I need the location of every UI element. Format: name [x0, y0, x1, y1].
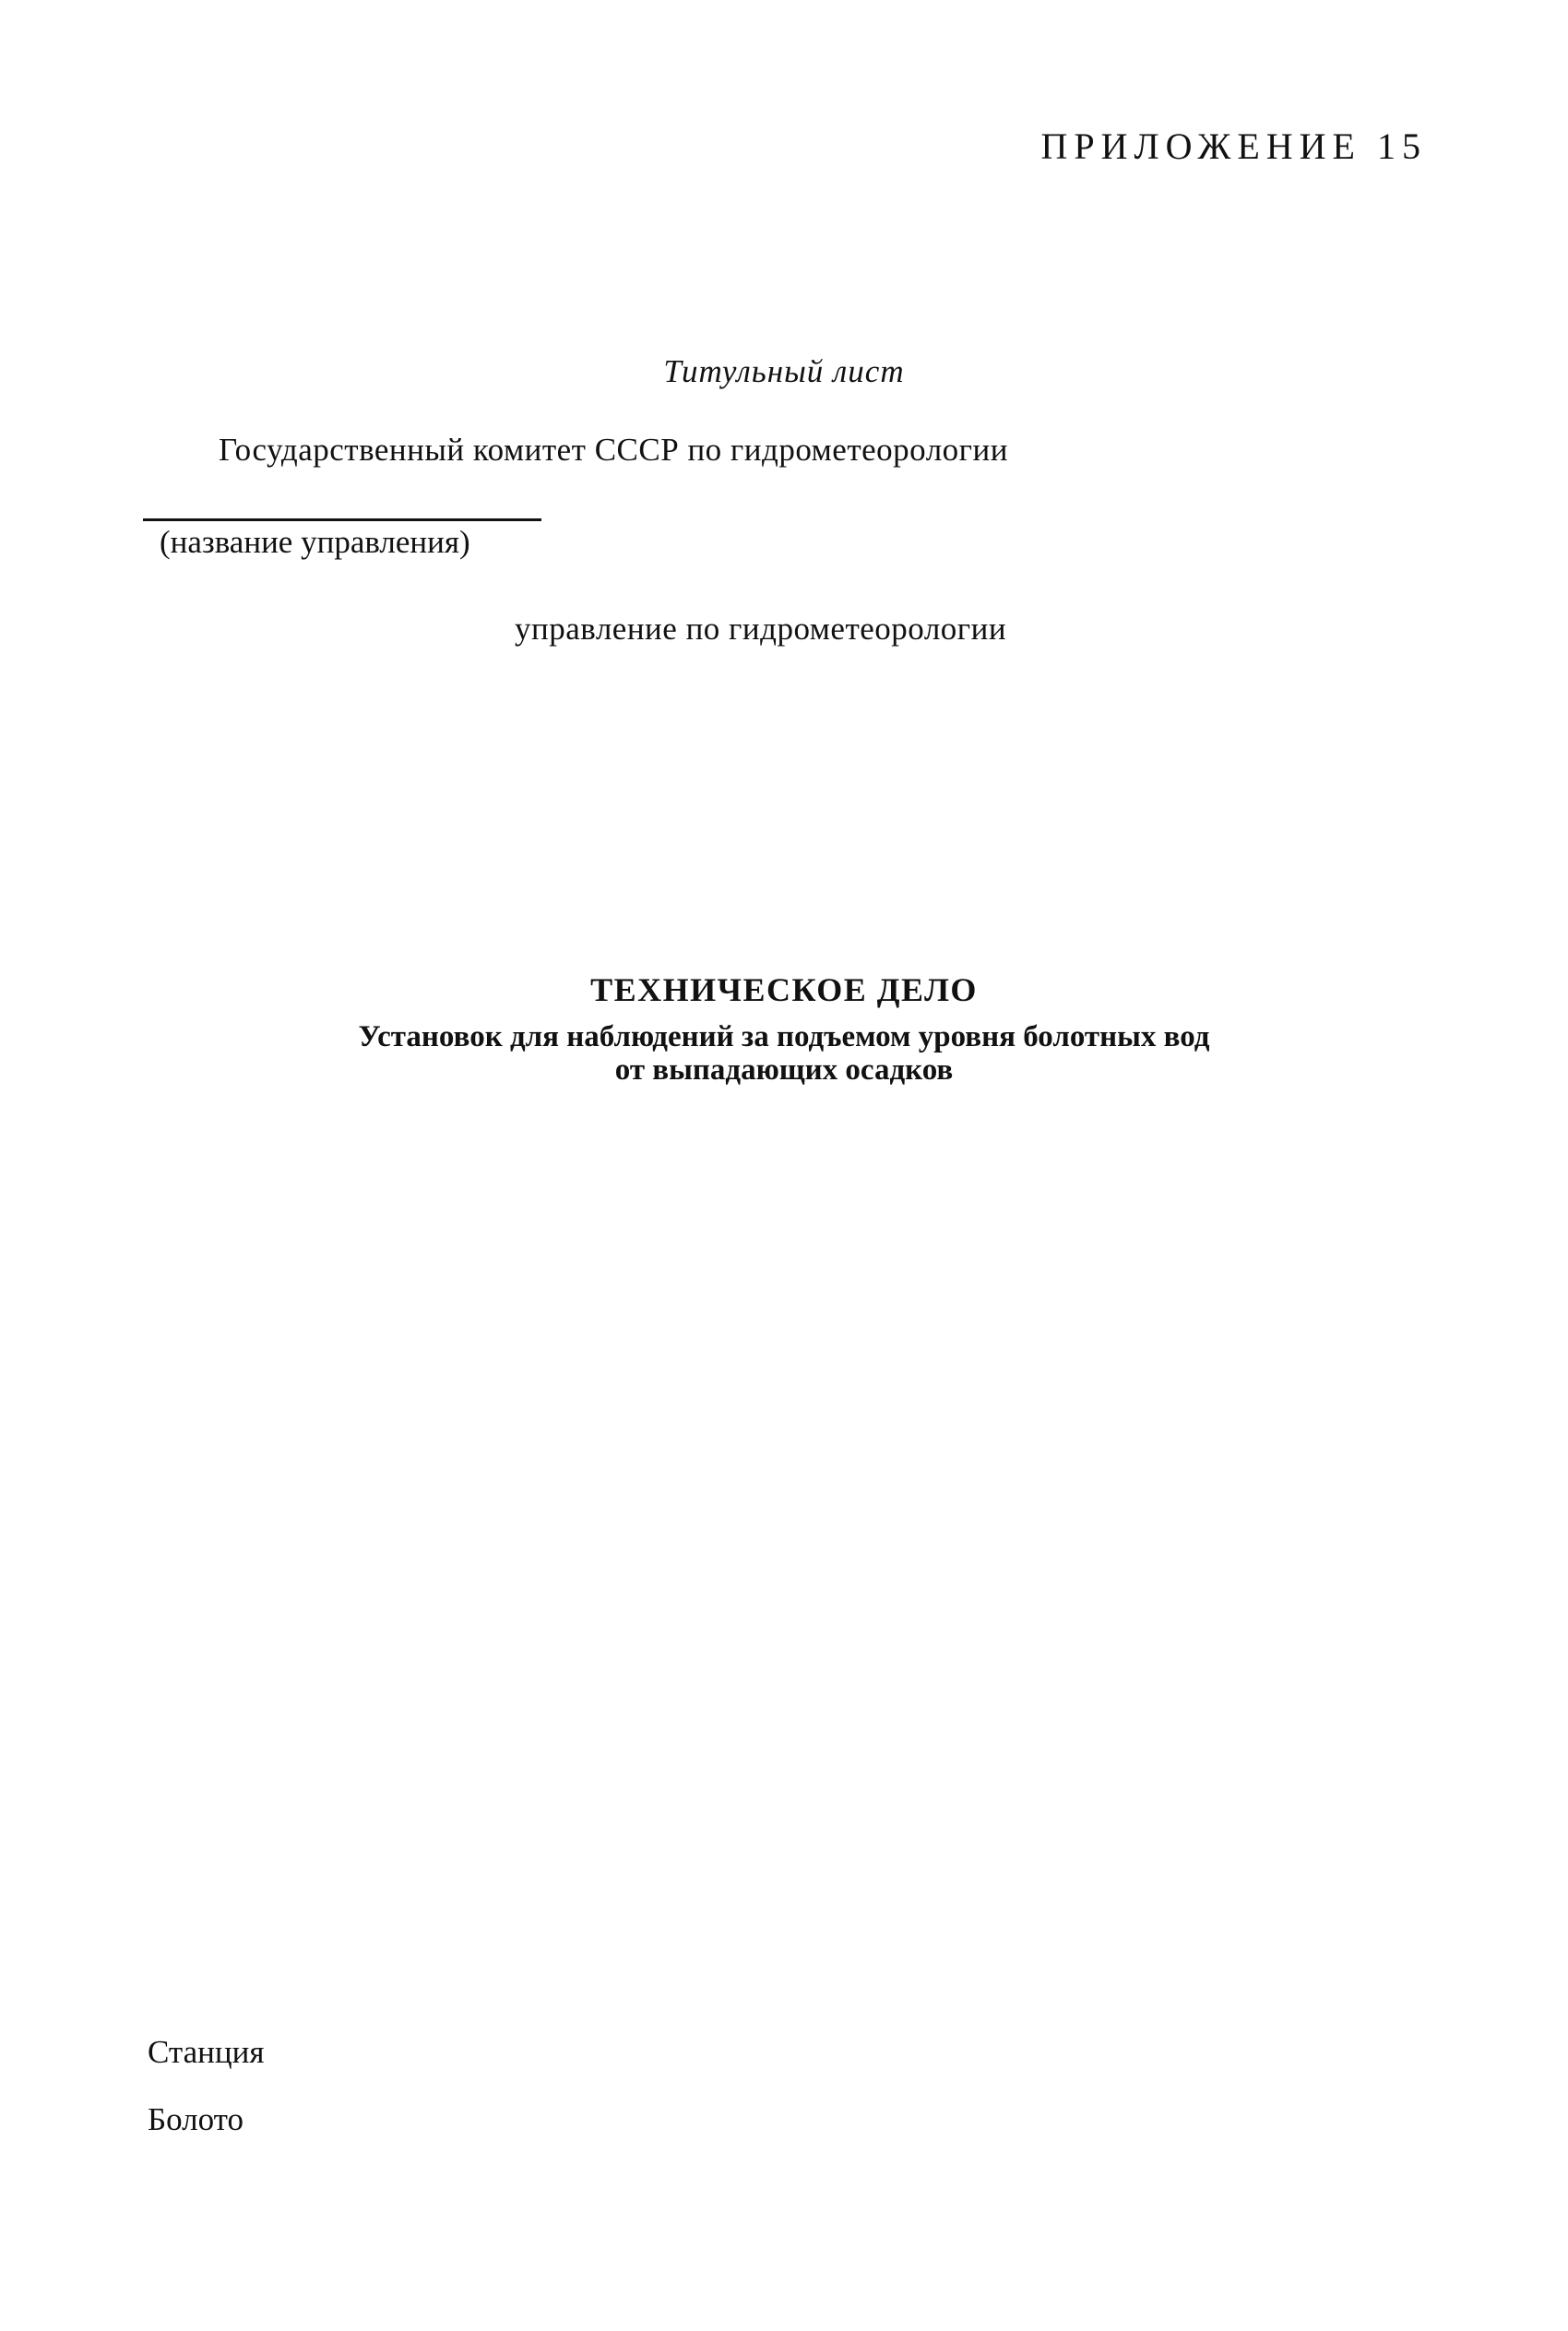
subtitle-line-1: Установок для наблюдений за подъемом уровня болотных вод — [358, 1020, 1210, 1053]
document-title: ТЕХНИЧЕСКОЕ ДЕЛО — [590, 971, 978, 1008]
document-subtitle — [0, 1020, 1568, 1087]
blank-caption: (название управления) — [160, 524, 470, 560]
subtitle-line-2: от выпадающих осадков — [614, 1053, 954, 1087]
station-label: Станция — [148, 2034, 265, 2070]
appendix-number: ПРИЛОЖЕНИЕ 15 — [1040, 125, 1427, 167]
sheet-label: Титульный лист — [663, 353, 905, 389]
blank-fill-line — [143, 518, 541, 521]
directorate-name: управление по гидрометеорологии — [515, 611, 1007, 647]
bog-label: Болото — [148, 2101, 244, 2137]
committee-name: Государственный комитет СССР по гидрометеорологии — [219, 432, 1008, 468]
